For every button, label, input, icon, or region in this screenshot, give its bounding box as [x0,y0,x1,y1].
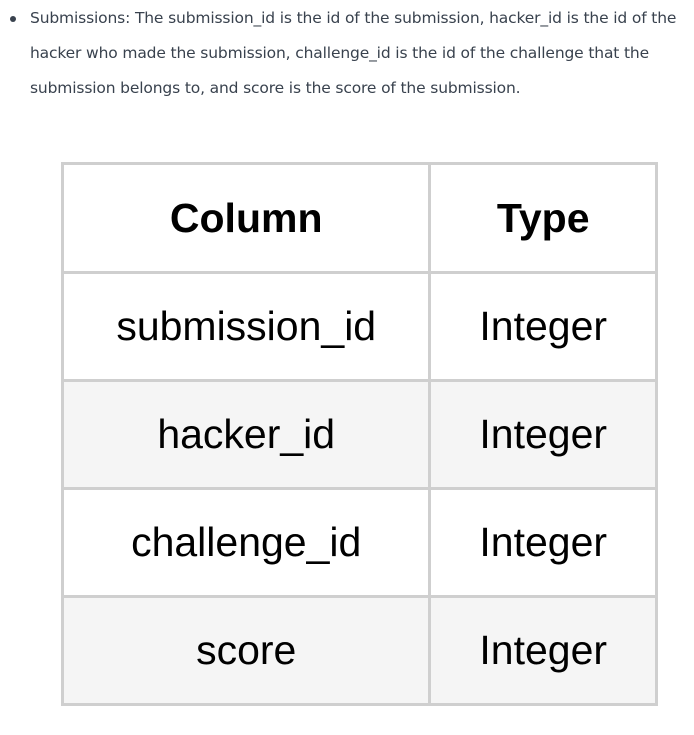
column-header-type: Type [430,164,657,273]
column-name-cell: submission_id [63,273,430,381]
table-row [63,381,657,489]
column-type-cell: Integer [430,273,657,381]
column-type-cell: Integer [430,489,657,597]
bullet-icon [10,16,16,22]
submissions-description-text: Submissions: The submission_id is the id of the submission, hacker_id is the id of the hacker who made the submission, challenge_id is the id of the challenge that the submission belongs to, and score is the score of the submission. [30,9,677,97]
submissions-description [0,1,694,106]
column-name-cell: hacker_id [63,381,430,489]
submissions-schema-table [61,162,658,706]
table-description-list [0,0,694,106]
column-type-cell: Integer [430,597,657,705]
table-row [63,273,657,381]
column-name-cell: score [63,597,430,705]
column-type-cell: Integer [430,381,657,489]
table-row [63,597,657,705]
column-name-cell: challenge_id [63,489,430,597]
table-header-row [63,164,657,273]
table-row [63,489,657,597]
column-header-column: Column [63,164,430,273]
